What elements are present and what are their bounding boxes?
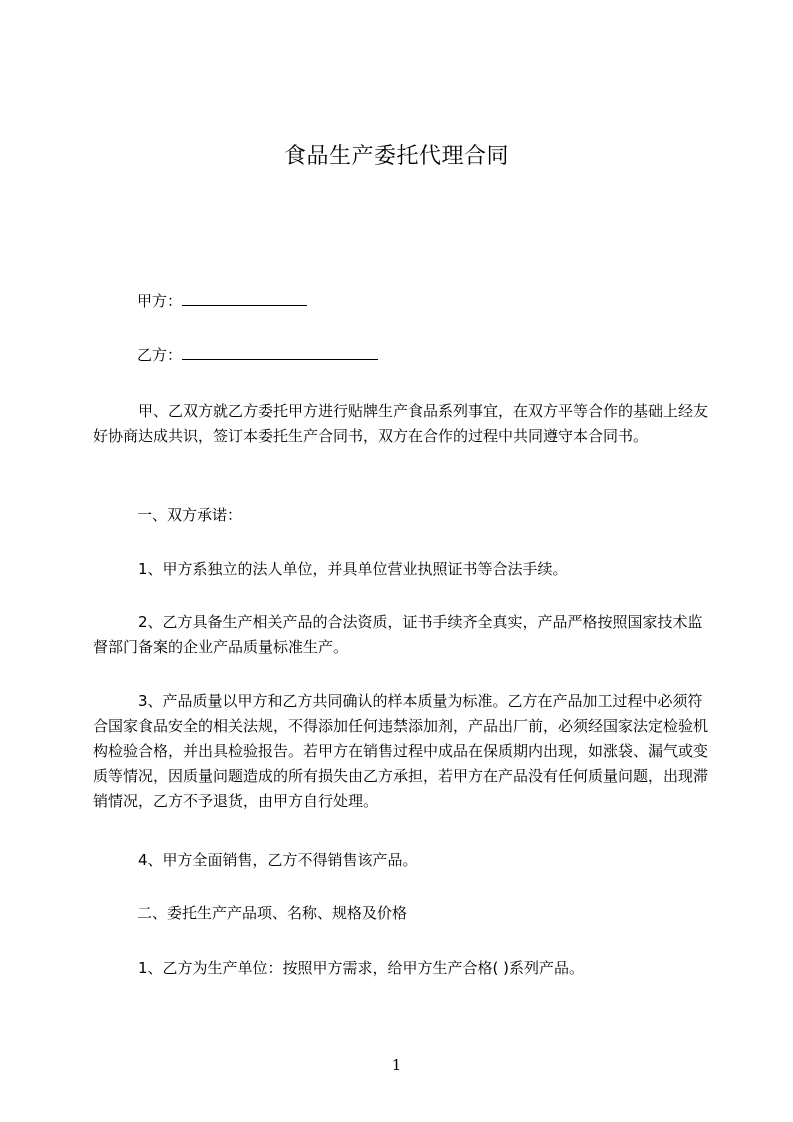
section-1-item-1: 1、甲方系独立的法人单位，并具单位营业执照证书等合法手续。 xyxy=(138,560,568,578)
section-2-item-1: 1、乙方为生产单位：按照甲方需求，给甲方生产合格( )系列产品。 xyxy=(138,959,585,977)
page-number: 1 xyxy=(391,1056,402,1074)
section-1-item-3: 3、产品质量以甲方和乙方共同确认的样本质量为标准。乙方在产品加工过程中必须符合国家食品安全的相关法规，不得添加任何违禁添加剂，产品出厂前，必须经国家法定检验机构检验合格，并出具检验报告。若甲方在销售过程中成品在保质期内出现，如涨袋、漏气或变质等情况，因质量问题造成的所有损失由乙方承担，若甲方在产品没有任何质量问题，出现滞销情况，乙方不予退货，由甲方自行处理。 xyxy=(93,692,709,810)
intro-paragraph: 甲、乙双方就乙方委托甲方进行贴牌生产食品系列事宜，在双方平等合作的基础上经友好协商达成共识，签订本委托生产合同书，双方在合作的过程中共同遵守本合同书。 xyxy=(93,402,709,445)
party-a-label: 甲方： xyxy=(137,292,183,310)
section-2-heading: 二、委托生产产品项、名称、规格及价格 xyxy=(137,904,408,922)
section-1-item-4: 4、甲方全面销售，乙方不得销售该产品。 xyxy=(138,851,418,869)
section-1-item-2: 2、乙方具备生产相关产品的合法资质，证书手续齐全真实，产品严格按照国家技术监督部门备案的企业产品质量标准生产。 xyxy=(93,613,703,656)
party-b-blank xyxy=(182,345,378,360)
party-b-label: 乙方： xyxy=(137,346,183,364)
party-b-line xyxy=(137,345,378,365)
document-title: 食品生产委托代理合同 xyxy=(283,144,509,169)
section-1-heading: 一、双方承诺： xyxy=(137,506,243,524)
party-a-blank xyxy=(182,291,307,306)
party-a-line xyxy=(137,291,307,311)
